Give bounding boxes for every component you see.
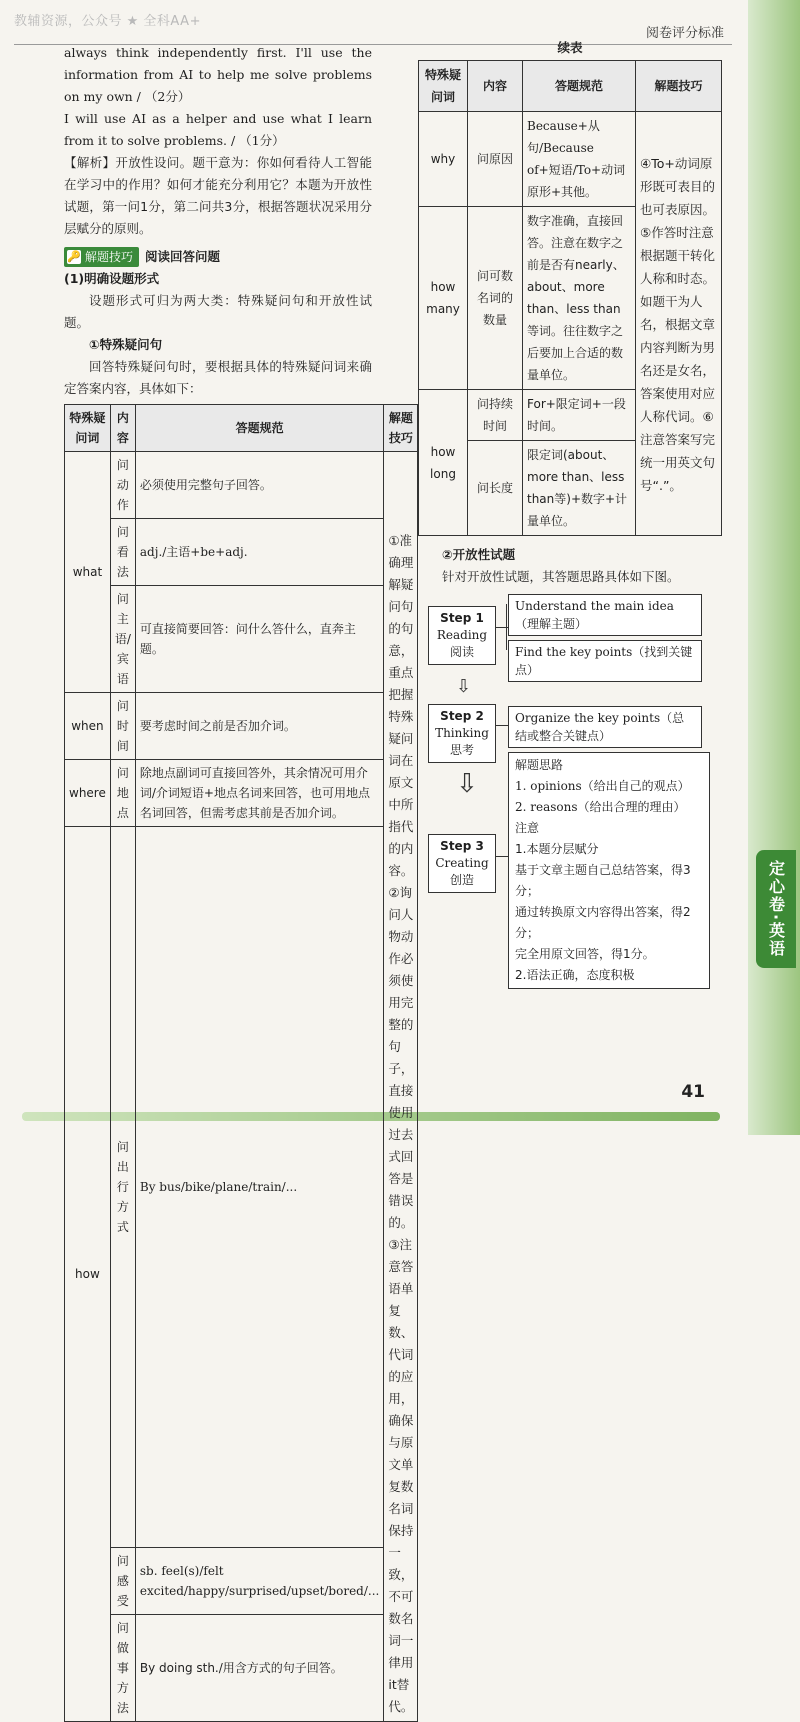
rule-cell: By doing sth./用含方式的句子回答。 (135, 1615, 383, 1722)
tips-badge: 🔑 解题技巧 (64, 247, 139, 267)
word-cell: what (65, 452, 111, 693)
word-cell: how many (419, 207, 468, 390)
th-word: 特殊疑问词 (65, 405, 111, 452)
answer-para-1: always think independently first. I'll use the information from AI to help me solve problems on my own / （2分） (64, 45, 372, 104)
open-title: ②开放性试题 (442, 547, 516, 562)
step-1-box-a: Understand the main idea（理解主题） (508, 594, 702, 636)
content-cell: 问时间 (110, 693, 135, 760)
rule-cell: 要考虑时间之前是否加介词。 (135, 693, 383, 760)
rule-cell: By bus/bike/plane/train/... (135, 827, 383, 1548)
tips-title: 阅读回答问题 (145, 249, 221, 264)
key-icon: 🔑 (67, 250, 81, 263)
down-arrow-icon: ⇩ (456, 769, 478, 799)
rule-cell: adj./主语+be+adj. (135, 519, 383, 586)
content-cell: 问感受 (110, 1548, 135, 1615)
th-word: 特殊疑问词 (419, 61, 468, 112)
question-table (64, 404, 418, 1722)
rule-cell: Because+从句/Because of+短语/To+动词原形+其他。 (523, 112, 636, 207)
word-cell: why (419, 112, 468, 207)
subheading-1: (1)明确设题形式 (64, 271, 160, 286)
table-row (65, 452, 418, 519)
content-cell: 问地点 (110, 760, 135, 827)
word-cell: when (65, 693, 111, 760)
step-1-box: Step 1 Reading 阅读 (428, 606, 496, 665)
step-3-box: Step 3 Creating 创造 (428, 834, 496, 893)
table-row (65, 827, 418, 1548)
subheading-special: ①特殊疑问句 (89, 337, 163, 352)
th-rule: 答题规范 (523, 61, 636, 112)
content-cell: 问看法 (110, 519, 135, 586)
content-cell: 问动作 (110, 452, 135, 519)
left-column (64, 42, 414, 1722)
side-tab[interactable]: 定心卷·英语 (756, 850, 796, 968)
table-row (65, 586, 418, 693)
rule-cell: 除地点副词可直接回答外，其余情况可用介词/介词短语+地点名词来回答，也可用地点名词回答，但需考虑其前是否加介词。 (135, 760, 383, 827)
right-column (418, 40, 722, 982)
question-table-continued (418, 60, 722, 536)
rule-cell: sb. feel(s)/felt excited/happy/surprised/upset/bored/... (135, 1548, 383, 1615)
table-row (65, 693, 418, 760)
content-cell: 问主语/宾语 (110, 586, 135, 693)
flow-diagram (418, 594, 722, 982)
step-3-box-a: 解题思路 1. opinions（给出自己的观点） 2. reasons（给出合理的理由） 注意 1.本题分层赋分 基于文章主题自己总结答案，得3分； 通过转换原文内容得出答案，得2分； 完全用原文回答，得1分。 2.语法正确，态度积极 (508, 752, 710, 989)
table-row (65, 1548, 418, 1615)
watermark: 教辅资源，公众号 ★ 全科AA+ (14, 14, 201, 29)
form-intro: 设题形式可归为两大类：特殊疑问句和开放性试题。 (64, 293, 372, 330)
th-rule: 答题规范 (135, 405, 383, 452)
word-cell: how long (419, 390, 468, 536)
th-tip: 解题技巧 (636, 61, 722, 112)
table-row (65, 1615, 418, 1722)
down-arrow-icon: ⇩ (456, 676, 472, 697)
special-intro: 回答特殊疑问句时，要根据具体的特殊疑问词来确定答案内容，具体如下： (64, 359, 372, 396)
word-cell: where (65, 760, 111, 827)
content-cell: 问做事方法 (110, 1615, 135, 1722)
continued-label: 续表 (557, 40, 583, 55)
step-1-box-b: Find the key points（找到关键点） (508, 640, 702, 682)
page-number: 41 (681, 1082, 705, 1102)
tips-cell: ①准确理解疑问句的句意，重点把握特殊疑问词在原文中所指代的内容。②询问人物动作必须使用完整的句子，直接使用过去式回答是错误的。③注意答语单复数、代词的应用，确保与原文单复数名词保持一致，不可数名词一律用it替代。 (384, 452, 418, 1722)
rule-cell: 限定词(about、more than、less than等)+数字+计量单位。 (523, 441, 636, 536)
tips-cell: ④To+动词原形既可表目的也可表原因。⑤作答时注意根据题干转化人称和时态。如题干为人名，根据文章内容判断为男名还是女名，答案使用对应人称代词。⑥注意答案写完统一用英文句号“.”。 (636, 112, 722, 536)
header-title: 阅卷评分标准 (645, 26, 724, 41)
open-intro: 针对开放性试题，其答题思路具体如下图。 (442, 569, 680, 584)
table-row (419, 112, 722, 207)
step-2-box: Step 2 Thinking 思考 (428, 704, 496, 763)
th-content: 内容 (110, 405, 135, 452)
content-cell: 问长度 (468, 441, 523, 536)
rule-cell: For+限定词+一段时间。 (523, 390, 636, 441)
rule-cell: 数字准确，直接回答。注意在数字之前是否有nearly、about、more than、less than等词。往往数字之后要加上合适的数量单位。 (523, 207, 636, 390)
table-row (65, 760, 418, 827)
rule-cell: 可直接简要回答：问什么答什么，直奔主题。 (135, 586, 383, 693)
content-cell: 问持续时间 (468, 390, 523, 441)
th-tip: 解题技巧 (384, 405, 418, 452)
content-cell: 问原因 (468, 112, 523, 207)
th-content: 内容 (468, 61, 523, 112)
content-cell: 问可数名词的数量 (468, 207, 523, 390)
step-2-box-a: Organize the key points（总结或整合关键点） (508, 706, 702, 748)
word-cell: how (65, 827, 111, 1722)
analysis: 【解析】开放性设问。题干意为：你如何看待人工智能在学习中的作用？如何才能充分利用它？本题为开放性试题，第一问1分，第二问共3分，根据答题状况采用分层赋分的原则。 (64, 155, 372, 236)
answer-para-2: I will use AI as a helper and use what I learn from it to solve problems. / （1分） (64, 111, 372, 148)
table-row (65, 519, 418, 586)
content-cell: 问出行方式 (110, 827, 135, 1548)
tips-heading (64, 246, 372, 268)
rule-cell: 必须使用完整句子回答。 (135, 452, 383, 519)
